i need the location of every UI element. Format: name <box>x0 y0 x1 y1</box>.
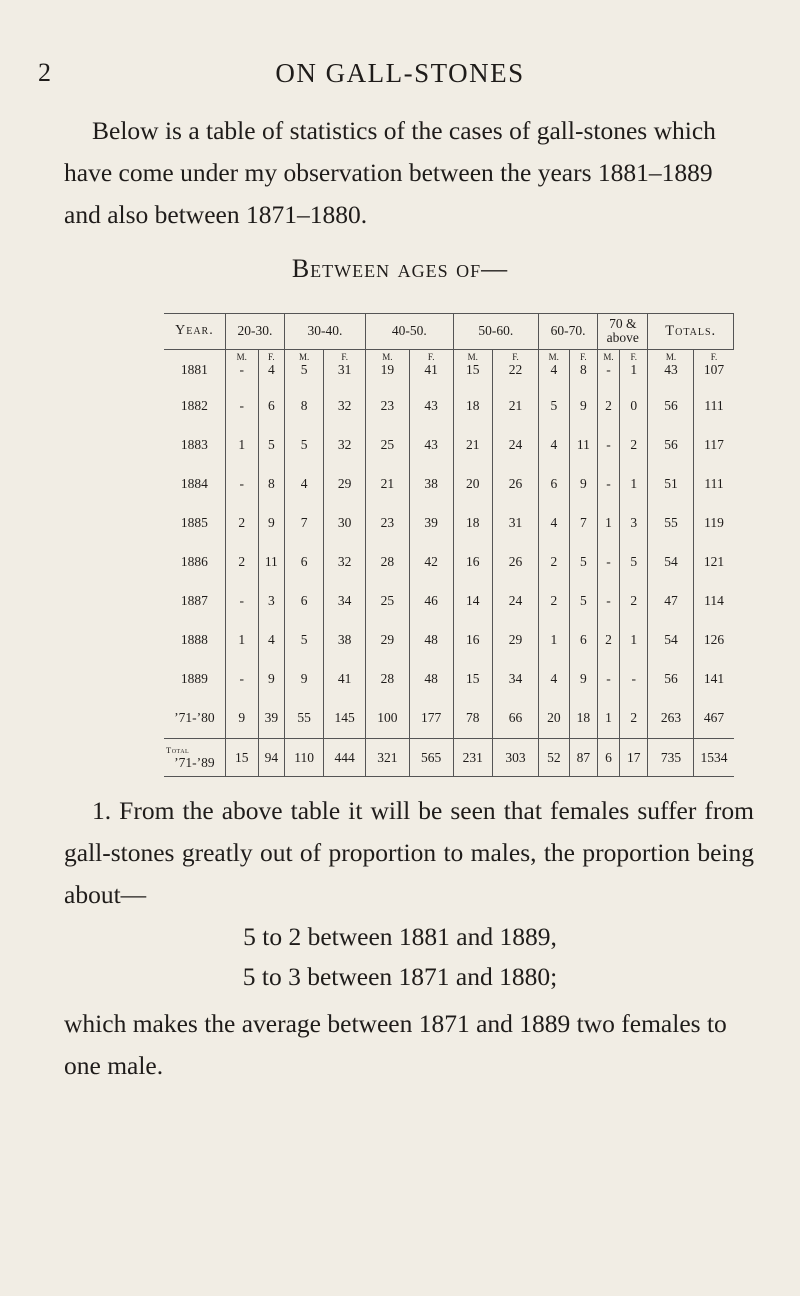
male-count-cell: 16 <box>453 621 492 660</box>
male-count-cell: 23 <box>365 387 409 426</box>
male-count-cell: 23 <box>365 504 409 543</box>
female-count-cell: 467 <box>703 710 725 726</box>
year-cell: 1882 <box>164 387 225 426</box>
female-count-cell: 66 <box>493 699 539 739</box>
female-count-cell: 41 <box>324 660 366 699</box>
female-subheader: F. <box>620 350 648 362</box>
male-subheader: M. <box>365 350 409 362</box>
running-head: ON GALL-STONES <box>275 58 525 88</box>
female-subheader: F. <box>569 350 597 362</box>
female-count-cell: 303 <box>493 739 539 777</box>
female-count-cell: 8 <box>569 362 597 387</box>
female-count-cell: 43 <box>409 426 453 465</box>
female-count-cell: 32 <box>324 387 366 426</box>
female-count-cell: 121 <box>703 554 725 570</box>
female-count-cell: - <box>620 660 648 699</box>
male-count-cell: - <box>598 362 620 387</box>
female-count-cell: 24 <box>493 426 539 465</box>
male-count-cell: 1 <box>225 621 258 660</box>
female-count-cell: 48 <box>409 621 453 660</box>
male-count-cell: - <box>225 387 258 426</box>
male-count-cell: 29 <box>365 621 409 660</box>
male-count-cell: 18 <box>453 504 492 543</box>
caption-rest: ages of— <box>397 254 509 283</box>
male-count-cell: 16 <box>453 543 492 582</box>
year-cell: 1888 <box>164 621 225 660</box>
male-count-cell: 78 <box>453 699 492 739</box>
male-count-cell: 4 <box>538 362 569 387</box>
male-count-cell: 55 <box>284 699 323 739</box>
female-count-cell: 32 <box>324 426 366 465</box>
male-count-cell: 20 <box>453 465 492 504</box>
age-group-header: 50-60. <box>453 313 538 350</box>
male-count-cell: 2 <box>538 582 569 621</box>
female-subheader: F. <box>493 350 539 362</box>
female-count-cell: 31 <box>324 362 366 387</box>
ratio-line-1: 5 to 2 between 1881 and 1889, <box>243 922 557 951</box>
female-count-cell: 2 <box>620 426 648 465</box>
male-count-cell: 25 <box>365 426 409 465</box>
male-count-cell: 5 <box>284 362 323 387</box>
male-count-cell: 6 <box>284 543 323 582</box>
male-count-cell: 5 <box>538 387 569 426</box>
page-number: 2 <box>38 58 51 87</box>
female-count-cell: 3 <box>258 582 284 621</box>
male-count-cell: - <box>225 660 258 699</box>
female-count-cell: 9 <box>569 465 597 504</box>
male-count-cell: 25 <box>365 582 409 621</box>
female-count-cell: 38 <box>324 621 366 660</box>
male-count-cell: 56 <box>648 387 694 426</box>
male-count-cell: - <box>598 543 620 582</box>
table-total-row <box>164 739 734 777</box>
total-label: Total <box>166 744 190 755</box>
male-count-cell: 4 <box>538 660 569 699</box>
female-count-cell: 34 <box>324 582 366 621</box>
male-count-cell: 19 <box>365 362 409 387</box>
age-group-header: 40-50. <box>365 313 453 350</box>
female-count-cell: 1 <box>620 362 648 387</box>
male-count-cell: 5 <box>284 426 323 465</box>
male-count-cell: 110 <box>284 739 323 777</box>
female-subheader: F. <box>258 350 284 362</box>
female-count-cell: 0 <box>620 387 648 426</box>
female-count-cell: 5 <box>569 582 597 621</box>
table-row <box>164 582 734 621</box>
male-count-cell: 51 <box>648 465 694 504</box>
table-row <box>164 465 734 504</box>
male-count-cell: 263 <box>648 699 694 739</box>
female-count-cell: 126 <box>703 632 725 648</box>
age-group-header: 70 & above <box>598 313 648 350</box>
female-count-cell: 2 <box>620 699 648 739</box>
female-count-cell: 1534 <box>694 739 734 777</box>
year-cell: 1884 <box>164 465 225 504</box>
male-count-cell: 43 <box>648 362 694 387</box>
sub-header-blank <box>164 350 225 362</box>
female-count-cell: 11 <box>258 543 284 582</box>
male-count-cell: 6 <box>538 465 569 504</box>
male-count-cell: 56 <box>648 660 694 699</box>
table-row <box>164 699 734 739</box>
year-cell: ’71-’80 <box>164 699 225 739</box>
male-count-cell: 18 <box>453 387 492 426</box>
female-count-cell: 6 <box>258 387 284 426</box>
female-count-cell: 34 <box>493 660 539 699</box>
female-count-cell: 39 <box>409 504 453 543</box>
male-count-cell: - <box>598 660 620 699</box>
female-count-cell: 2 <box>620 582 648 621</box>
year-cell: 1886 <box>164 543 225 582</box>
male-count-cell: 15 <box>225 739 258 777</box>
male-count-cell: 15 <box>453 362 492 387</box>
male-count-cell: 9 <box>284 660 323 699</box>
year-cell: 1885 <box>164 504 225 543</box>
table-caption <box>0 254 800 284</box>
male-count-cell: 1 <box>598 504 620 543</box>
table-row <box>164 621 734 660</box>
female-count-cell: 4 <box>258 621 284 660</box>
male-count-cell: 21 <box>453 426 492 465</box>
year-cell: 1887 <box>164 582 225 621</box>
male-count-cell: 2 <box>538 543 569 582</box>
male-count-cell: - <box>598 465 620 504</box>
female-subheader: F. <box>324 350 366 362</box>
age-group-header: 20-30. <box>225 313 284 350</box>
female-count-cell: 41 <box>409 362 453 387</box>
table-row <box>164 362 734 387</box>
female-count-cell: 30 <box>324 504 366 543</box>
female-count-cell: 5 <box>258 426 284 465</box>
male-count-cell: 15 <box>453 660 492 699</box>
female-count-cell: 1 <box>620 465 648 504</box>
male-count-cell: 5 <box>284 621 323 660</box>
male-count-cell: 20 <box>538 699 569 739</box>
male-count-cell: 4 <box>284 465 323 504</box>
male-count-cell: - <box>598 582 620 621</box>
male-count-cell: 52 <box>538 739 569 777</box>
male-count-cell: 55 <box>648 504 694 543</box>
female-count-cell: 46 <box>409 582 453 621</box>
male-count-cell: 8 <box>284 387 323 426</box>
statistics-table <box>164 313 734 777</box>
female-count-cell: 21 <box>493 387 539 426</box>
female-count-cell: 444 <box>324 739 366 777</box>
female-count-cell: 43 <box>409 387 453 426</box>
year-header: Year. <box>164 313 225 350</box>
paragraph-2: which makes the average between 1871 and 1889 two females to one male. <box>64 1009 727 1080</box>
year-cell: 1883 <box>164 426 225 465</box>
table-row <box>164 426 734 465</box>
female-count-cell: 9 <box>258 660 284 699</box>
male-count-cell: 7 <box>284 504 323 543</box>
male-subheader: M. <box>598 350 620 362</box>
age-group-header: 30-40. <box>284 313 365 350</box>
female-count-cell: 3 <box>620 504 648 543</box>
female-count-cell: 18 <box>569 699 597 739</box>
female-count-cell: 94 <box>258 739 284 777</box>
female-count-cell: 565 <box>409 739 453 777</box>
female-count-cell: 5 <box>620 543 648 582</box>
caption-lead: Between <box>291 254 391 283</box>
male-count-cell: 2 <box>225 504 258 543</box>
male-count-cell: 6 <box>598 739 620 777</box>
female-count-cell: 9 <box>258 504 284 543</box>
year-value: ’71-’89 <box>174 754 215 770</box>
male-subheader: M. <box>538 350 569 362</box>
table-row <box>164 543 734 582</box>
table-row <box>164 504 734 543</box>
male-subheader: M. <box>648 350 694 362</box>
female-count-cell: 119 <box>704 515 724 531</box>
age-group-header: 60-70. <box>538 313 597 350</box>
male-count-cell: 100 <box>365 699 409 739</box>
male-count-cell: 56 <box>648 426 694 465</box>
male-count-cell: 14 <box>453 582 492 621</box>
female-count-cell: 31 <box>493 504 539 543</box>
male-count-cell: 28 <box>365 660 409 699</box>
female-count-cell: 141 <box>703 671 725 687</box>
female-count-cell: 26 <box>493 543 539 582</box>
male-count-cell: - <box>225 582 258 621</box>
table-row <box>164 387 734 426</box>
male-count-cell: 1 <box>598 699 620 739</box>
female-count-cell: 9 <box>569 387 597 426</box>
year-cell <box>164 739 225 777</box>
male-count-cell: 321 <box>365 739 409 777</box>
male-count-cell: 4 <box>538 504 569 543</box>
female-count-cell: 6 <box>569 621 597 660</box>
ratio-line-2: 5 to 3 between 1871 and 1880; <box>242 962 558 991</box>
female-count-cell: 24 <box>493 582 539 621</box>
male-count-cell: - <box>598 426 620 465</box>
female-count-cell: 114 <box>704 593 724 609</box>
year-cell: 1881 <box>164 362 225 387</box>
male-count-cell: 47 <box>648 582 694 621</box>
female-count-cell: 117 <box>704 437 724 453</box>
female-count-cell: 42 <box>409 543 453 582</box>
male-count-cell: 21 <box>365 465 409 504</box>
totals-header: Totals. <box>648 313 734 350</box>
female-count-cell: 1 <box>620 621 648 660</box>
female-count-cell: 29 <box>493 621 539 660</box>
male-count-cell: 1 <box>225 426 258 465</box>
male-count-cell: 2 <box>598 621 620 660</box>
male-subheader: M. <box>225 350 258 362</box>
male-count-cell: 1 <box>538 621 569 660</box>
table-row <box>164 660 734 699</box>
male-subheader: M. <box>453 350 492 362</box>
female-count-cell: 29 <box>324 465 366 504</box>
female-count-cell: 177 <box>409 699 453 739</box>
paragraph-1: 1. From the above table it will be seen that females suffer from gall-stones greatly out of proportion to males, the proportion being about— <box>64 796 754 909</box>
female-count-cell: 48 <box>409 660 453 699</box>
female-count-cell: 9 <box>569 660 597 699</box>
female-count-cell: 8 <box>258 465 284 504</box>
female-count-cell: 7 <box>569 504 597 543</box>
male-count-cell: 54 <box>648 621 694 660</box>
male-count-cell: 2 <box>225 543 258 582</box>
female-count-cell: 11 <box>569 426 597 465</box>
female-count-cell: 5 <box>569 543 597 582</box>
male-count-cell: 54 <box>648 543 694 582</box>
female-subheader: F. <box>710 351 718 362</box>
male-count-cell: 735 <box>648 739 694 777</box>
female-count-cell: 111 <box>704 398 724 414</box>
female-count-cell: 26 <box>493 465 539 504</box>
male-count-cell: 231 <box>453 739 492 777</box>
male-count-cell: 4 <box>538 426 569 465</box>
intro-paragraph: Below is a table of statistics of the cases of gall-stones which have come under my observation between the years 1881–1889 and also between 1871–1880. <box>64 116 716 229</box>
female-count-cell: 107 <box>703 361 725 377</box>
female-count-cell: 32 <box>324 543 366 582</box>
year-cell: 1889 <box>164 660 225 699</box>
female-count-cell: 87 <box>569 739 597 777</box>
female-count-cell: 111 <box>704 476 724 492</box>
female-count-cell: 4 <box>258 362 284 387</box>
male-count-cell: 6 <box>284 582 323 621</box>
female-count-cell: 38 <box>409 465 453 504</box>
male-subheader: M. <box>284 350 323 362</box>
male-count-cell: 9 <box>225 699 258 739</box>
female-count-cell: 17 <box>620 739 648 777</box>
female-count-cell: 145 <box>324 699 366 739</box>
male-count-cell: 2 <box>598 387 620 426</box>
female-count-cell: 39 <box>258 699 284 739</box>
male-count-cell: 28 <box>365 543 409 582</box>
male-count-cell: - <box>225 465 258 504</box>
female-subheader: F. <box>409 350 453 362</box>
female-count-cell: 22 <box>493 362 539 387</box>
male-count-cell: - <box>225 362 258 387</box>
